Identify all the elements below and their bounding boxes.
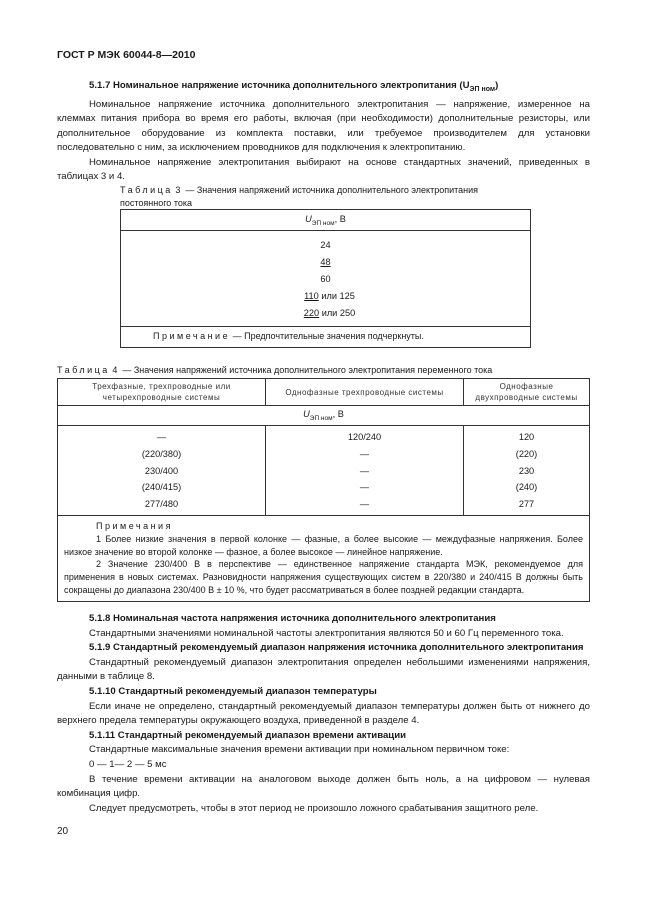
table4-col2-header: Однофазные трехпроводные системы (266, 379, 464, 406)
table-cell: 120 (518, 432, 535, 442)
paragraph: Номинальное напряжение электропитания выбирают на основе стандартных значений, приведенных в таблицах 3 и 4. (57, 156, 590, 183)
paragraph: В течение времени активации на аналоговом выходе должен быть ноль, а на цифровом — нулевая комбинация цифр. (57, 773, 590, 800)
table4-col2-values (266, 426, 464, 516)
table-cell: 230/400 (144, 465, 179, 476)
section-heading: 5.1.11 Стандартный рекомендуемый диапазон времени активации (89, 729, 406, 741)
table4-note2: 2 Значение 230/400 В в перспективе — единственное напряжение стандарта МЭК, рекомендуемое для применения в новых системах. Разновидности напряжения существующих систем в 220/380 и 240/415 В должны быть сокращены до диапазона 230/400 В ± 10 %, что будет рассматриваться в более поздней редакции стандарта. (64, 559, 583, 595)
section-heading: 5.1.8 Номинальная частота напряжения источника дополнительного электропитания (89, 613, 496, 624)
table-cell: (220) (515, 448, 538, 459)
table-cell: 230 (518, 465, 535, 476)
table-cell: (220/380) (141, 448, 182, 459)
table3-row: 48 (320, 257, 331, 267)
table3-row: 24 (320, 240, 331, 250)
table-cell: (240/415) (141, 482, 182, 493)
table4-col3-values (464, 426, 590, 516)
table-cell: — (359, 448, 370, 459)
table4-notes (58, 515, 590, 601)
table4-unit-header: $U_{ЭП ном}$, В (58, 406, 590, 426)
paragraph: Стандартный рекомендуемый диапазон электропитания определен небольшими изменениями напряжения, данными в таблице 8. (57, 656, 590, 683)
table3-caption: Таблица 3 — Значения напряжений источника дополнительного электропитания постоянного тока (120, 185, 479, 208)
table-cell: — (359, 465, 370, 476)
table3-values (121, 231, 531, 327)
table4-col3-header: Однофазные двухпроводные системы (464, 379, 590, 406)
table-cell: 277/480 (144, 499, 179, 510)
table3 (120, 209, 531, 348)
table-cell: — (359, 482, 370, 493)
paragraph: Следует предусмотреть, чтобы в этот период не произошло ложного срабатывания защитного реле. (89, 802, 539, 814)
table4-caption: Таблица 4 — Значения напряжений источника дополнительного электропитания переменного тока (57, 365, 493, 375)
table-cell: — (156, 432, 167, 442)
table-cell: 277 (518, 499, 535, 510)
page-number: 20 (57, 826, 69, 837)
paragraph: 0 — 1— 2 — 5 мс (89, 758, 167, 770)
section-5-1-7 (57, 79, 590, 185)
sections-5-1-8-to-5-1-11 (57, 612, 590, 816)
table4 (57, 378, 590, 602)
paragraph: Если иначе не определено, стандартный рекомендуемый диапазон температуры должен быть от нижнего до верхнего предела температуры окружающего воздуха, приведенной в разделе 4. (57, 700, 590, 727)
table-cell: 120/240 (347, 432, 382, 442)
table3-row: 110 или 125 (304, 291, 355, 301)
paragraph: Номинальное напряжение источника дополнительного электропитания — напряжение, измеренное на клеммах питания прибора во время его работы, включая (при необходимости) дополнительные резисторы, или дополнительное оборудование из комплекта поставки, или требуемое производителем для установки последовательно с ним, за исключением проводников для подключения к электропитанию. (57, 98, 590, 154)
table-cell: (240) (515, 482, 538, 493)
table3-row: 60 (320, 274, 331, 284)
table3-row: 220 или 250 (303, 308, 356, 318)
notes-label: Примечания (96, 520, 173, 531)
section-heading: 5.1.10 Стандартный рекомендуемый диапазон температуры (89, 685, 377, 697)
section-heading: 5.1.7 Номинальное напряжение источника дополнительного электропитания $(U_{ЭП ном})$ (89, 80, 499, 93)
document-header: ГОСТ Р МЭК 60044-8—2010 (57, 49, 196, 61)
table3-note: Примечание — Предпочтительные значения подчеркнуты. (121, 327, 531, 348)
table4-col1-header: Трехфазные, трехпроводные или четырехпроводные системы (58, 379, 266, 406)
paragraph: Стандартные максимальные значения времени активации при номинальном первичном токе: (89, 744, 510, 756)
table3-header: $U_{ЭП ном}$, В (121, 210, 531, 231)
section-heading: 5.1.9 Стандартный рекомендуемый диапазон напряжения источника дополнительного электропитания (89, 642, 584, 654)
table4-col1-values (58, 426, 266, 516)
paragraph: Стандартными значениями номинальной частоты электропитания являются 50 и 60 Гц переменного тока. (89, 627, 564, 639)
table4-note1: 1 Более низкие значения в первой колонке — фазные, а более высокие — междуфазные напряжения. Более низкое значение во второй колонке — фазное, а более высокое — линейное напряжение. (64, 533, 583, 557)
table-cell: — (359, 499, 370, 510)
